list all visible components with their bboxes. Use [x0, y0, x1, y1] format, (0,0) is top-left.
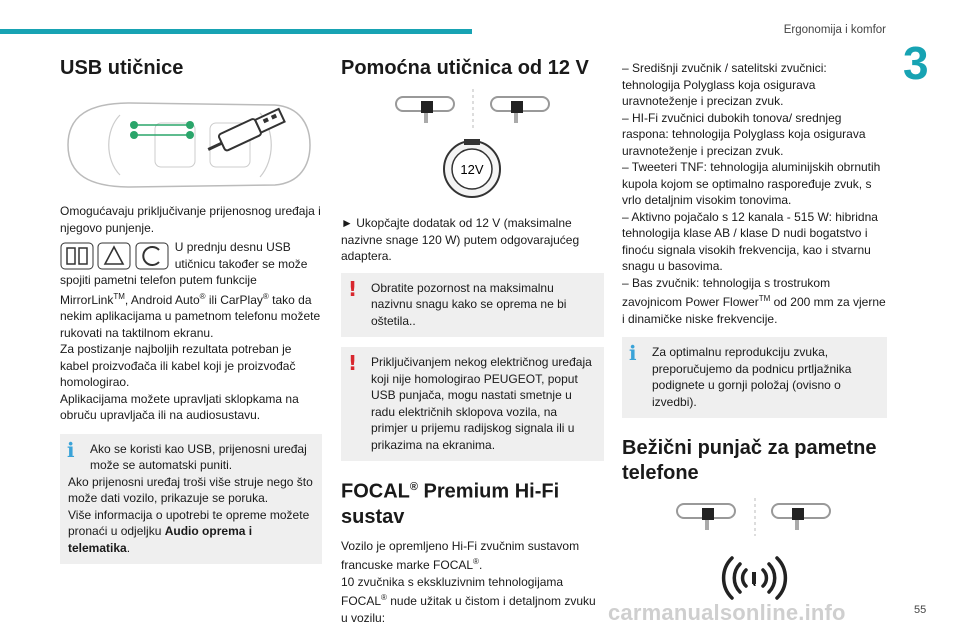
usb-cable-paragraph: Za postizanje najboljih rezultata potreban je kabel proizvođača ili kabel koji je proizvođač homologirao. — [60, 342, 296, 389]
carplay-icon — [135, 240, 169, 272]
list-item: – Središnji zvučnik / satelitski zvučnici: tehnologija Polyglass koja osigurava uravnoteženje i precizan zvuk. — [622, 61, 827, 108]
socket-12v-title: Pomoćna utičnica od 12 V — [341, 57, 589, 79]
usb-section — [60, 56, 322, 564]
usb-mirror-paragraph: U prednju desnu USB utičnicu također se može spojiti pametni telefon putem funkcije MirrorLink™, Android Auto® ili CarPlay® tako da nekim aplikacijama u pametnom telefonu možete rukovati na taktilnom ekranu. — [60, 240, 321, 340]
warning-icon: ! — [348, 351, 358, 375]
android-auto-icon — [97, 240, 131, 272]
focal-speakers: 10 zvučnika s ekskluzivnim tehnologijama FOCAL® nude užitak u čistom i detaljnom zvuku u vozilu: — [341, 574, 596, 625]
section-title: Ergonomija i komfor — [783, 24, 886, 36]
usb-port-dot — [130, 121, 138, 129]
usb-info-box: ℹ Ako se koristi kao USB, prijenosni uređaj može se automatski puniti. Ako prijenosni uređaj troši više struje nego što može dati vozilo, prikazuje se poruka. Više informacija o upotrebi te opreme možete pronaći u odjeljku Audio oprema i telematika. — [60, 434, 322, 565]
wireless-title: Bežični punjač za pametne telefone — [622, 437, 877, 484]
focal-info-box: ℹ Za optimalnu reprodukciju zvuka, preporučujemo da podnicu prtljažnika podignete u gornji položaj (ovisno o izvedbi). — [622, 337, 887, 418]
socket-warning-box: ! Obratite pozornost na maksimalnu nazivnu snagu kako se oprema ne bi oštetila.. — [341, 273, 604, 338]
footer-watermark: carmanualsonline.info — [608, 600, 846, 625]
usb-controls-paragraph: Aplikacijama možete upravljati sklopkama na obruču upravljača ili na audiosustavu. — [60, 391, 299, 422]
list-item: – Bas zvučnik: tehnologija s trostrukom zavojnicom Power Flower™ od 200 mm za vjerne i dinamičke niske frekvencije. — [622, 275, 886, 326]
usb-port-dot — [186, 121, 194, 129]
usb-port-dot — [130, 131, 138, 139]
info-icon: ℹ — [67, 437, 75, 462]
list-item: – Aktivno pojačalo s 12 kanala - 515 W: hibridna tehnologija klase AB / klase D nudi bogatstvo i finoću signala visokih frekvencija, kao i stvarnu snagu u basovima. — [622, 209, 878, 273]
focal-intro: Vozilo je opremljeno Hi-Fi zvučnim sustavom francuske marke FOCAL®. — [341, 538, 580, 573]
mirrorlink-icon — [60, 240, 94, 272]
usb-plug-icon — [204, 107, 285, 158]
warning-icon: ! — [348, 276, 358, 301]
usb-port-dot — [186, 131, 194, 139]
dashboard-location-icon — [622, 498, 887, 538]
page-number: 55 — [914, 604, 927, 616]
chapter-number: 3 — [903, 37, 929, 89]
focal-title: FOCAL® Premium Hi-Fi sustav — [341, 480, 560, 528]
list-item: – HI-Fi zvučnici dubokih tonova/ srednjeg raspona: tehnologija Polyglass koja osigurava uravnoteženje i precizan zvuk. — [622, 110, 866, 158]
list-item: – Tweeteri TNF: tehnologija aluminijskih obrnutih kupola kojom se optimalno raspoređuje zvuk, s vrlo detaljnim visokim tonovima. — [622, 160, 881, 207]
car-usb-illustration — [60, 95, 322, 195]
usb-title: USB utičnice — [60, 57, 184, 79]
header-accent-bar — [0, 29, 472, 34]
socket-12v-section — [341, 56, 604, 626]
socket-warning-box: ! Priključivanjem nekog električnog uređaja koji nije homologirao PEUGEOT, poput USB punjača, mogu nastati smetnje u radu električnih sklopova vozila, na primjer u prijemu radijskog signala ili u prikazima na ekranima. — [341, 347, 604, 461]
dashboard-location-icon — [341, 87, 604, 135]
socket-12v-icon — [341, 137, 604, 201]
info-icon: ℹ — [629, 341, 637, 365]
usb-paragraph: Omogućavaju priključivanje prijenosnog uređaja i njegovo punjenje. — [60, 204, 321, 235]
focal-list-section — [622, 60, 887, 612]
svg-text:12V: 12V — [460, 162, 484, 177]
socket-step: ► Ukopčajte dodatak od 12 V (maksimalne nazivne snage 120 W) putem odgovarajućeg adaptera. — [341, 216, 580, 263]
